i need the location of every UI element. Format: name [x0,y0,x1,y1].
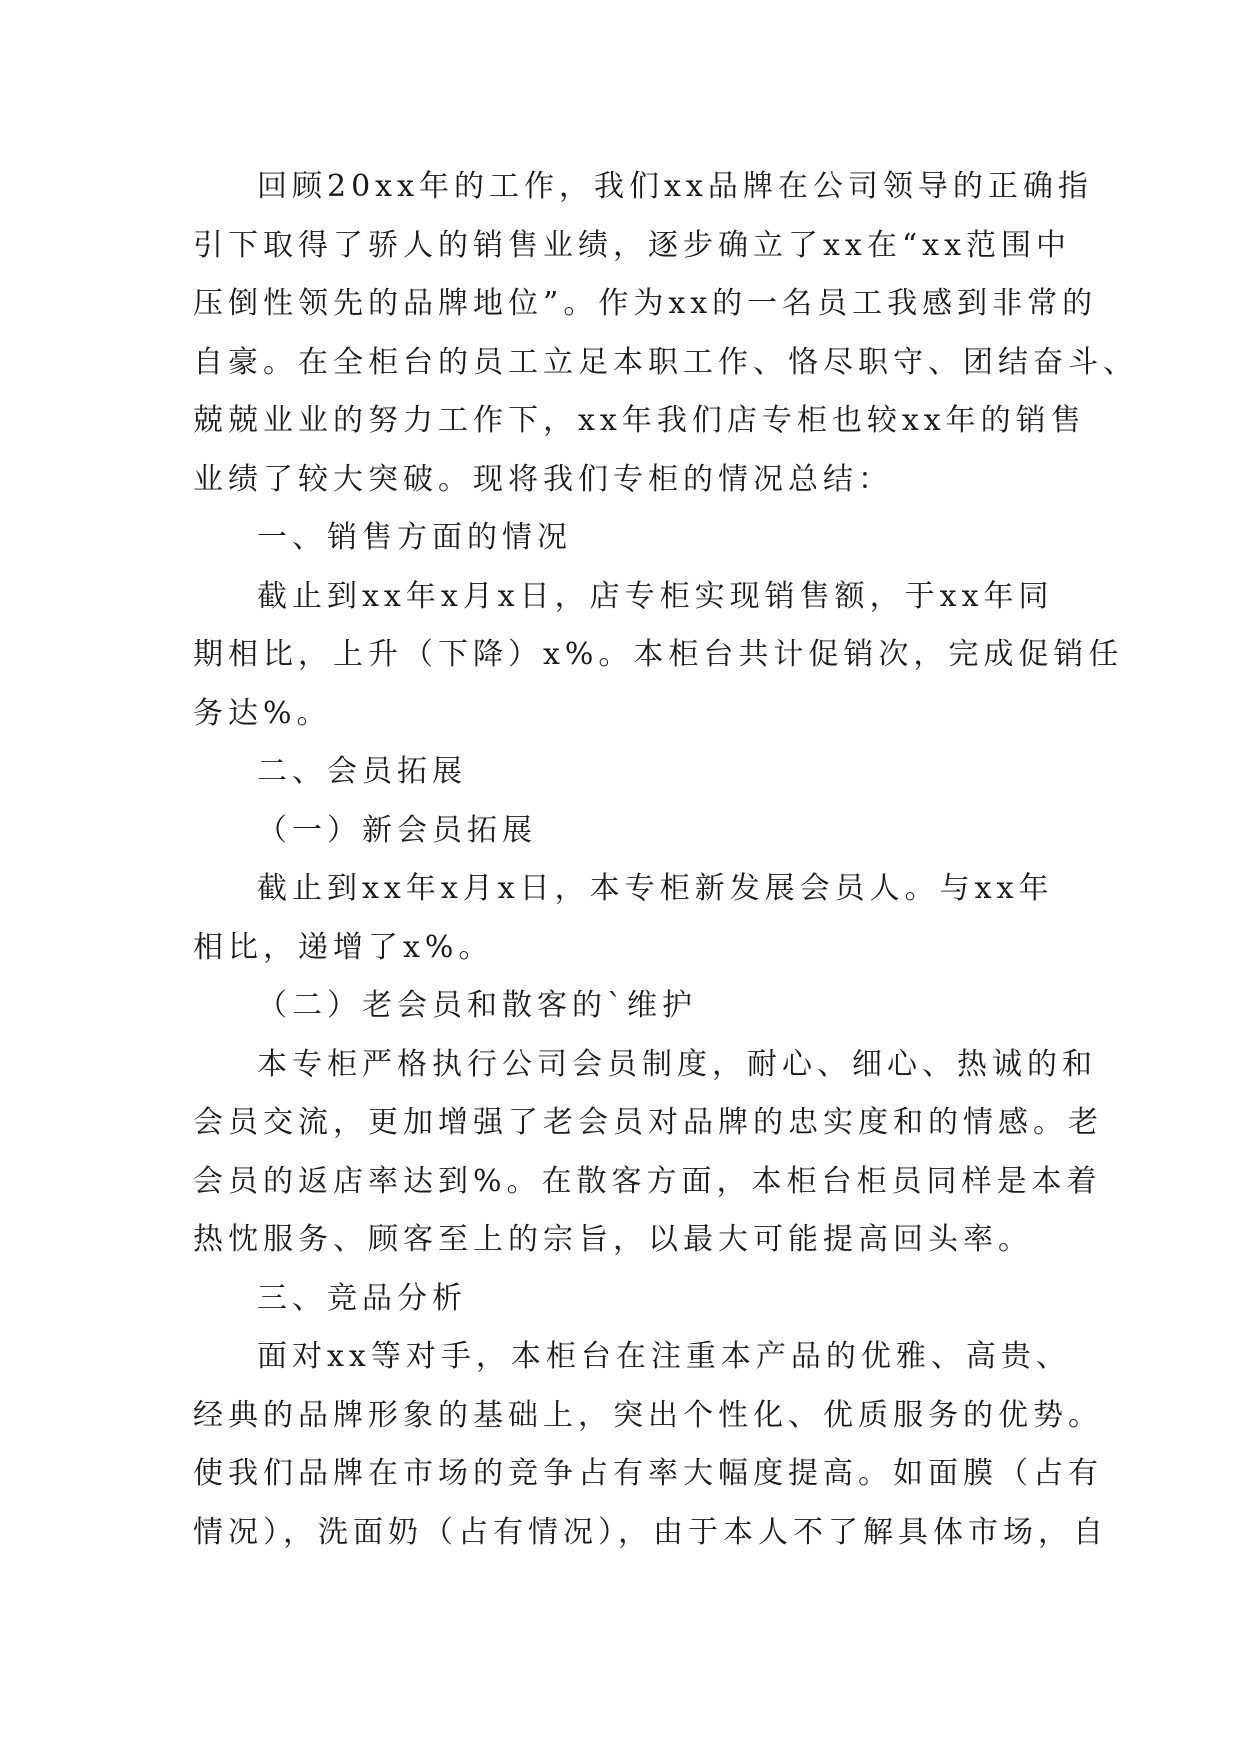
paragraph-line: 务达%。 [193,695,332,731]
paragraph-line: 经典的品牌形象的基础上，突出个性化、优质服务的优势。 [193,1397,1103,1433]
section-heading: 一、销售方面的情况 [257,520,572,555]
paragraph-line: 会员的返店率达到%。在散客方面，本柜台柜员同样是本着 [193,1163,1102,1199]
document-body [193,158,1138,1562]
paragraph-line: 截止到xx年x月x日，店专柜实现销售额，于xx年同 [257,578,1054,614]
paragraph-line: 兢兢业业的努力工作下，xx年我们店专柜也较xx年的销售 [193,403,1086,438]
paragraph-line: 自豪。在全柜台的员工立足本职工作、恪尽职守、团结奋斗、 [193,344,1138,380]
paragraph-line: 本专柜严格执行公司会员制度，耐心、细心、热诚的和 [257,1046,1097,1082]
paragraph-line: 会员交流，更加增强了老会员对品牌的忠实度和的情感。老 [193,1105,1103,1140]
paragraph-line: 回顾20xx年的工作，我们xx品牌在公司领导的正确指 [257,169,1093,204]
subsection-heading: （一）新会员拓展 [257,812,537,848]
paragraph-line: 期相比，上升（下降）x%。本柜台共计促销次，完成促销任 [193,637,1124,672]
paragraph-line: 引下取得了骄人的销售业绩，逐步确立了xx在“xx范围中 [193,227,1072,263]
section-heading: 三、竞品分析 [257,1280,467,1316]
paragraph-line: 压倒性领先的品牌地位”。作为xx的一名员工我感到非常的 [193,286,1098,321]
section-heading: 二、会员拓展 [257,754,467,789]
paragraph-line: 截止到xx年x月x日，本专柜新发展会员人。与xx年 [257,871,1054,906]
paragraph-line: 热忱服务、顾客至上的宗旨，以最大可能提高回头率。 [193,1222,1033,1257]
paragraph-line: 业绩了较大突破。现将我们专柜的情况总结： [193,461,893,497]
paragraph-line: 面对xx等对手，本柜台在注重本产品的优雅、高贵、 [257,1339,1071,1374]
subsection-heading: （二）老会员和散客的`维护 [257,988,697,1023]
paragraph-line: 相比，递增了x%。 [193,929,494,965]
paragraph-line: 使我们品牌在市场的竞争占有率大幅度提高。如面膜（占有 [193,1456,1103,1491]
paragraph-line: 情况），洗面奶（占有情况），由于本人不了解具体市场，自 [193,1514,1108,1550]
